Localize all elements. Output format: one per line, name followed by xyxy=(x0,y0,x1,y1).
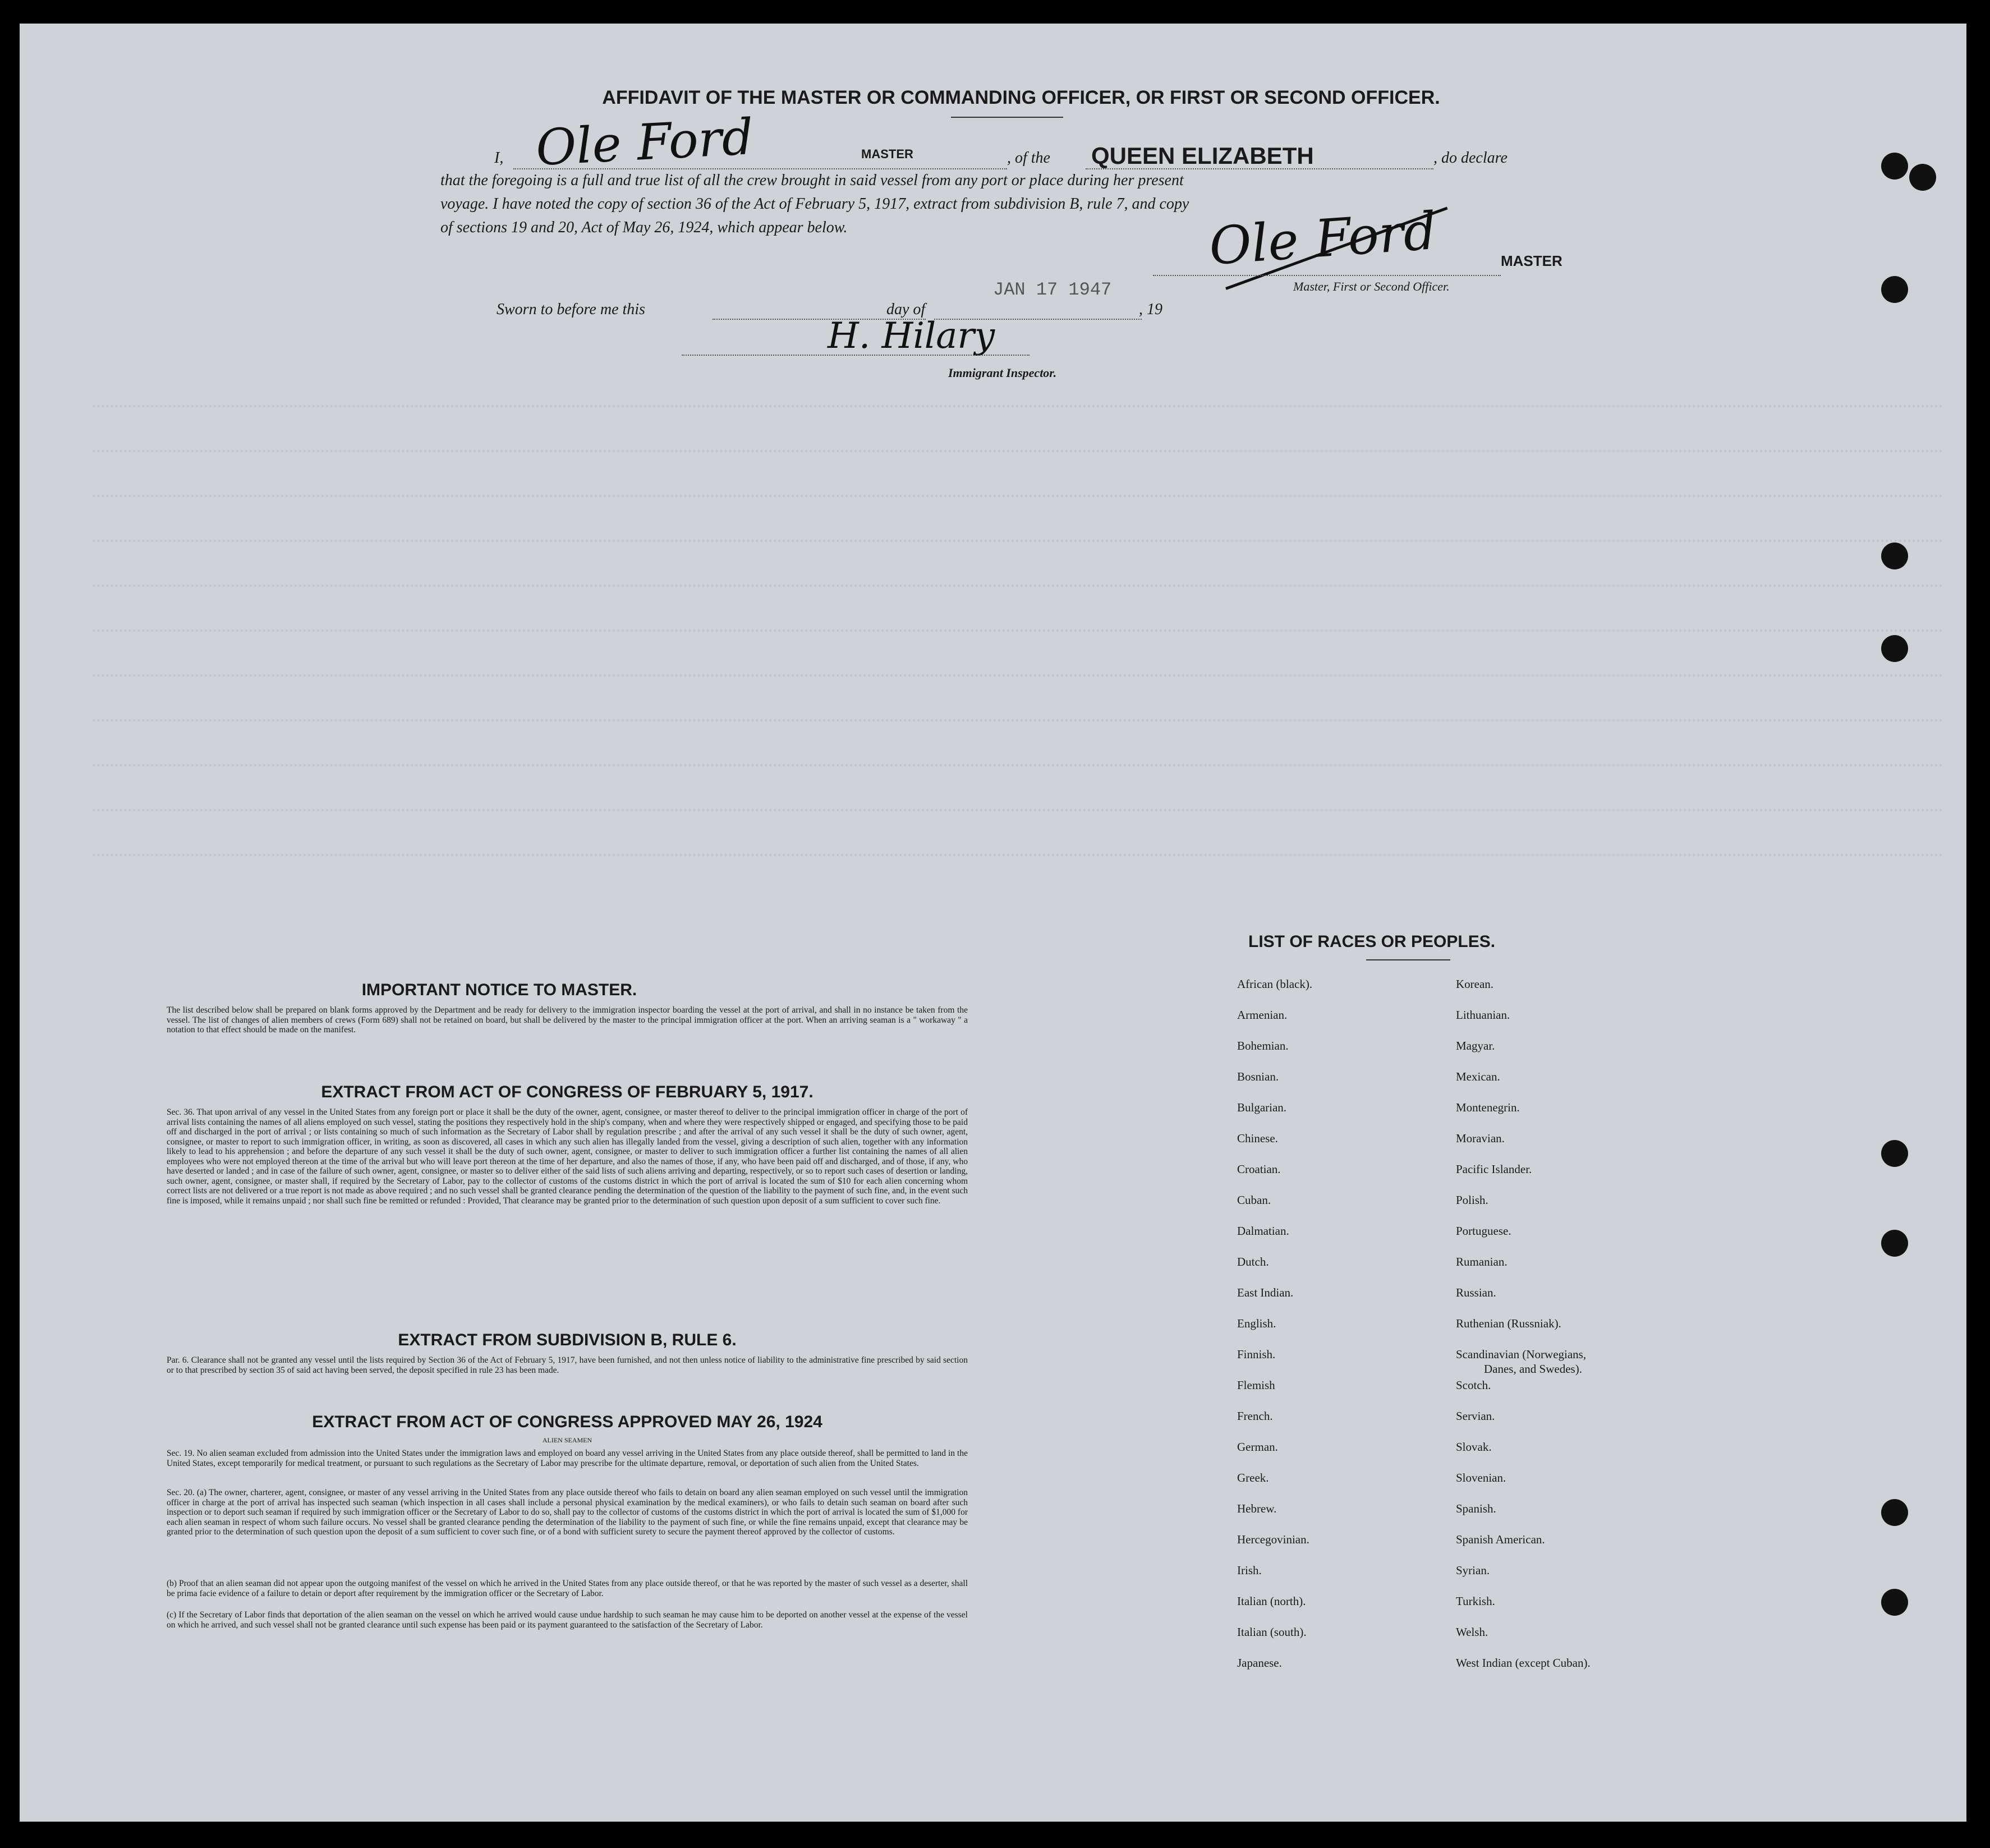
punch-hole xyxy=(1881,1140,1908,1167)
officer-line xyxy=(1153,275,1501,276)
race-item: Ruthenian (Russniak). xyxy=(1456,1317,1561,1330)
race-item: Spanish American. xyxy=(1456,1533,1545,1546)
do-declare-label: , do declare xyxy=(1433,149,1508,167)
race-item: Spanish. xyxy=(1456,1502,1496,1515)
race-item: Flemish xyxy=(1237,1378,1275,1392)
officer-caption: Master, First or Second Officer. xyxy=(1293,279,1450,293)
master-signature-1: Ole Ford xyxy=(534,107,755,177)
race-item: Irish. xyxy=(1237,1564,1262,1577)
i-prefix: I, xyxy=(494,149,504,167)
extract-1924-title: EXTRACT FROM ACT OF CONGRESS APPROVED MAY 26, 1924 xyxy=(312,1413,822,1431)
year-prefix: , 19 xyxy=(1139,301,1162,318)
subdivision-text: Par. 6. Clearance shall not be granted any vessel until the lists required by Section 36 of the Act of February 5, 1917, have been furnished, and not then unless notice of liability to the administrative fine prescribed by said section or to that prescribed by section 35 of said act having been served, the deposit specified in rule 23 has been made. xyxy=(167,1355,968,1375)
affidavit-line-2: that the foregoing is a full and true list of all the crew brought in said vessel from any port or place during her present xyxy=(440,172,1184,189)
extract-1924-subtitle: ALIEN SEAMEN xyxy=(542,1436,592,1444)
subdivision-title: EXTRACT FROM SUBDIVISION B, RULE 6. xyxy=(398,1331,737,1349)
race-item: Bosnian. xyxy=(1237,1070,1279,1083)
race-item: French. xyxy=(1237,1409,1273,1423)
bleed-through xyxy=(93,405,1944,966)
race-item: Moravian. xyxy=(1456,1132,1505,1145)
race-item: Scotch. xyxy=(1456,1378,1491,1392)
race-item: Lithuanian. xyxy=(1456,1008,1510,1022)
document-page xyxy=(20,24,1966,1822)
race-item: Pacific Islander. xyxy=(1456,1162,1532,1176)
affidavit-line-4: of sections 19 and 20, Act of May 26, 1924, which appear below. xyxy=(440,219,848,236)
race-item: Mexican. xyxy=(1456,1070,1500,1083)
day-of-label: day of xyxy=(886,301,926,318)
extract-1924-sec19: Sec. 19. No alien seaman excluded from admission into the United States under the immigration laws and employed on board any vessel arriving in the United States from any place outside thereof, shall be permitted to land in the United States, except temporarily for medical treatment, or pursuant to such regulations as the Secretary of Labor may prescribe for the ultimate departure, removal, or deportation of such alien from the United States. xyxy=(167,1449,968,1468)
race-item: Croatian. xyxy=(1237,1162,1281,1176)
race-item: West Indian (except Cuban). xyxy=(1456,1656,1591,1670)
punch-hole xyxy=(1881,1499,1908,1526)
extract-1924-sec20c: (c) If the Secretary of Labor finds that deportation of the alien seaman on the vessel on which he arrived would cause undue hardship to such seaman he may cause him to be deported on another vessel at the expense of the vessel on which he arrived, and such vessel shall not be granted clearance until such expense has been paid or its payment guaranteed to the satisfaction of the Secretary of Labor. xyxy=(167,1610,968,1630)
race-item: Bohemian. xyxy=(1237,1039,1289,1052)
extract-1917-text: Sec. 36. That upon arrival of any vessel in the United States from any foreign port or place it shall be the duty of the owner, agent, consignee, or master thereof to deliver to the principal immigration officer in charge of the port of arrival lists containing the names of all aliens employed on such vessel, stating the positions they respectively hold in the ship's company, when and where they were respectively shipped or engaged, and specifying those to be paid off and discharged in the port of arrival ; or lists containing so much of such information as the Secretary of Labor shall by regulation prescribe ; and after the arrival of any such vessel it shall be the duty of such owner, agent, consignee, or master to report to such immigration officer, in writing, as soon as discovered, all cases in which any such alien has illegally landed from the vessel, giving a description of such alien, together with any information likely to lead to his apprehension ; and before the departure of any such vessel it shall be the duty of such owner, agent, consignee, or master to deliver to such immigration officer a further list containing the names of all alien employees who were not employed thereon at the time of the arrival but who will leave port thereon at the time of her departure, and also the names of those, if any, who have been paid off and discharged, and of those, if any, who have deserted or landed ; and in case of the failure of such owner, agent, consignee, or master so to deliver either of the said lists of such aliens arriving and departing, respectively, or so to report such cases of desertion or landing, such owner, agent, consignee, or master shall, if required by the Secretary of Labor, pay to the collector of customs of the customs district in which the port of arrival is located the sum of $10 for each alien concerning whom correct lists are not delivered or a true report is not made as above required ; and no such vessel shall be granted clearance pending the determination of the question of the liability to the payment of such fine, and, in the event such fine is imposed, while it remains unpaid ; nor shall such fine be remitted or refunded : Provided, That clearance may be granted prior to the determination of such question upon deposit of a sum sufficient to cover such fine. xyxy=(167,1107,968,1206)
ship-name: QUEEN ELIZABETH xyxy=(1091,142,1314,169)
inspector-caption: Immigrant Inspector. xyxy=(948,366,1057,380)
race-item: Korean. xyxy=(1456,977,1494,991)
race-item: Slovak. xyxy=(1456,1440,1492,1454)
race-item: Welsh. xyxy=(1456,1625,1488,1639)
race-item: African (black). xyxy=(1237,977,1313,991)
race-item: Italian (south). xyxy=(1237,1625,1307,1639)
race-item: Italian (north). xyxy=(1237,1594,1306,1608)
extract-1924-sec20b: (b) Proof that an alien seaman did not appear upon the outgoing manifest of the vessel on which he arrived in the United States from any place outside thereof, or that he was reported by the master of such vessel as a deserter, shall be prima facie evidence of a failure to detain or deport after requirement by the immigration officer or the Secretary of Labor. xyxy=(167,1579,968,1598)
race-item: East Indian. xyxy=(1237,1286,1294,1299)
race-item: Armenian. xyxy=(1237,1008,1288,1022)
punch-hole xyxy=(1909,164,1936,191)
extract-1924-sec20a: Sec. 20. (a) The owner, charterer, agent, consignee, or master of any vessel arriving in the United States from any place outside thereof who fails to detain on board any alien seaman employed on such vessel until the immigration officer in charge at the port of arrival has inspected such seaman (which inspection in all cases shall include a personal physical examination by the medical examiners), or who fails to detain such seaman on board after such inspection or to deport such seaman if required by such immigration officer or the Secretary of Labor to do so, shall pay to the collector of customs of the customs district in which the port of arrival is located the sum of $1,000 for each alien seaman in respect of whom such failure occurs. No vessel shall be granted clearance pending the determination of the liability to the payment of such fine, or while the fine remains unpaid, except that clearance may be granted prior to the determination of such question upon the deposit of a sum sufficient to cover such fine, or of a bond with sufficient surety to secure the payment thereof approved by the collector of customs. xyxy=(167,1488,968,1537)
race-item: Rumanian. xyxy=(1456,1255,1508,1268)
race-item: Hebrew. xyxy=(1237,1502,1277,1515)
master-typed-2: MASTER xyxy=(1501,252,1562,269)
punch-hole xyxy=(1881,543,1908,569)
race-item: Chinese. xyxy=(1237,1132,1278,1145)
race-item: Scandinavian (Norwegians, xyxy=(1456,1348,1587,1361)
punch-hole xyxy=(1881,1230,1908,1257)
master-typed-1: MASTER xyxy=(861,147,913,161)
race-item: Dutch. xyxy=(1237,1255,1269,1268)
race-item: English. xyxy=(1237,1317,1276,1330)
race-item: Japanese. xyxy=(1237,1656,1282,1670)
date-stamp: JAN 17 1947 xyxy=(993,279,1112,300)
race-item-continued: Danes, and Swedes). xyxy=(1484,1362,1582,1376)
race-item: Turkish. xyxy=(1456,1594,1495,1608)
race-item: Magyar. xyxy=(1456,1039,1495,1052)
race-item: Hercegovinian. xyxy=(1237,1533,1309,1546)
punch-hole xyxy=(1881,635,1908,662)
affidavit-title: AFFIDAVIT OF THE MASTER OR COMMANDING OFFICER, OR FIRST OR SECOND OFFICER. xyxy=(602,87,1440,108)
sworn-label: Sworn to before me this xyxy=(497,301,645,318)
race-item: Slovenian. xyxy=(1456,1471,1506,1484)
extract-1917-title: EXTRACT FROM ACT OF CONGRESS OF FEBRUARY 5, 1917. xyxy=(321,1083,814,1101)
affidavit-line-3: voyage. I have noted the copy of section 36 of the Act of February 5, 1917, extract from subdivision B, rule 7, and copy xyxy=(440,195,1189,213)
race-item: Russian. xyxy=(1456,1286,1496,1299)
notice-title: IMPORTANT NOTICE TO MASTER. xyxy=(361,981,637,999)
race-item: Greek. xyxy=(1237,1471,1269,1484)
punch-hole xyxy=(1881,276,1908,303)
ship-line xyxy=(1086,168,1433,169)
race-item: Cuban. xyxy=(1237,1193,1271,1207)
notice-text: The list described below shall be prepared on blank forms approved by the Department and be ready for delivery to the immigration inspector boarding the vessel at the port of arrival, and shall in no instance be taken from the vessel. The list of changes of alien members of crews (Form 689) shall not be retained on board, but shall be delivered by the master to the principal immigration officer at the port. When an arriving seaman is a " workaway " a notation to that effect should be made on the manifest. xyxy=(167,1005,968,1035)
punch-hole xyxy=(1881,1589,1908,1616)
of-the-label: , of the xyxy=(1007,149,1050,167)
race-item: Finnish. xyxy=(1237,1348,1276,1361)
punch-hole xyxy=(1881,153,1908,180)
race-item: Servian. xyxy=(1456,1409,1495,1423)
race-item: Portuguese. xyxy=(1456,1224,1511,1238)
race-item: German. xyxy=(1237,1440,1278,1454)
race-item: Montenegrin. xyxy=(1456,1101,1520,1114)
race-item: Dalmatian. xyxy=(1237,1224,1289,1238)
master-signature-2: Ole Ford xyxy=(1207,200,1439,277)
inspector-signature: H. Hilary xyxy=(828,315,995,357)
inspector-line xyxy=(682,355,1030,356)
race-item: Bulgarian. xyxy=(1237,1101,1287,1114)
race-item: Polish. xyxy=(1456,1193,1488,1207)
race-item: Syrian. xyxy=(1456,1564,1490,1577)
title-rule xyxy=(951,117,1063,118)
races-title-rule xyxy=(1366,959,1450,960)
races-title: LIST OF RACES OR PEOPLES. xyxy=(1248,932,1496,951)
